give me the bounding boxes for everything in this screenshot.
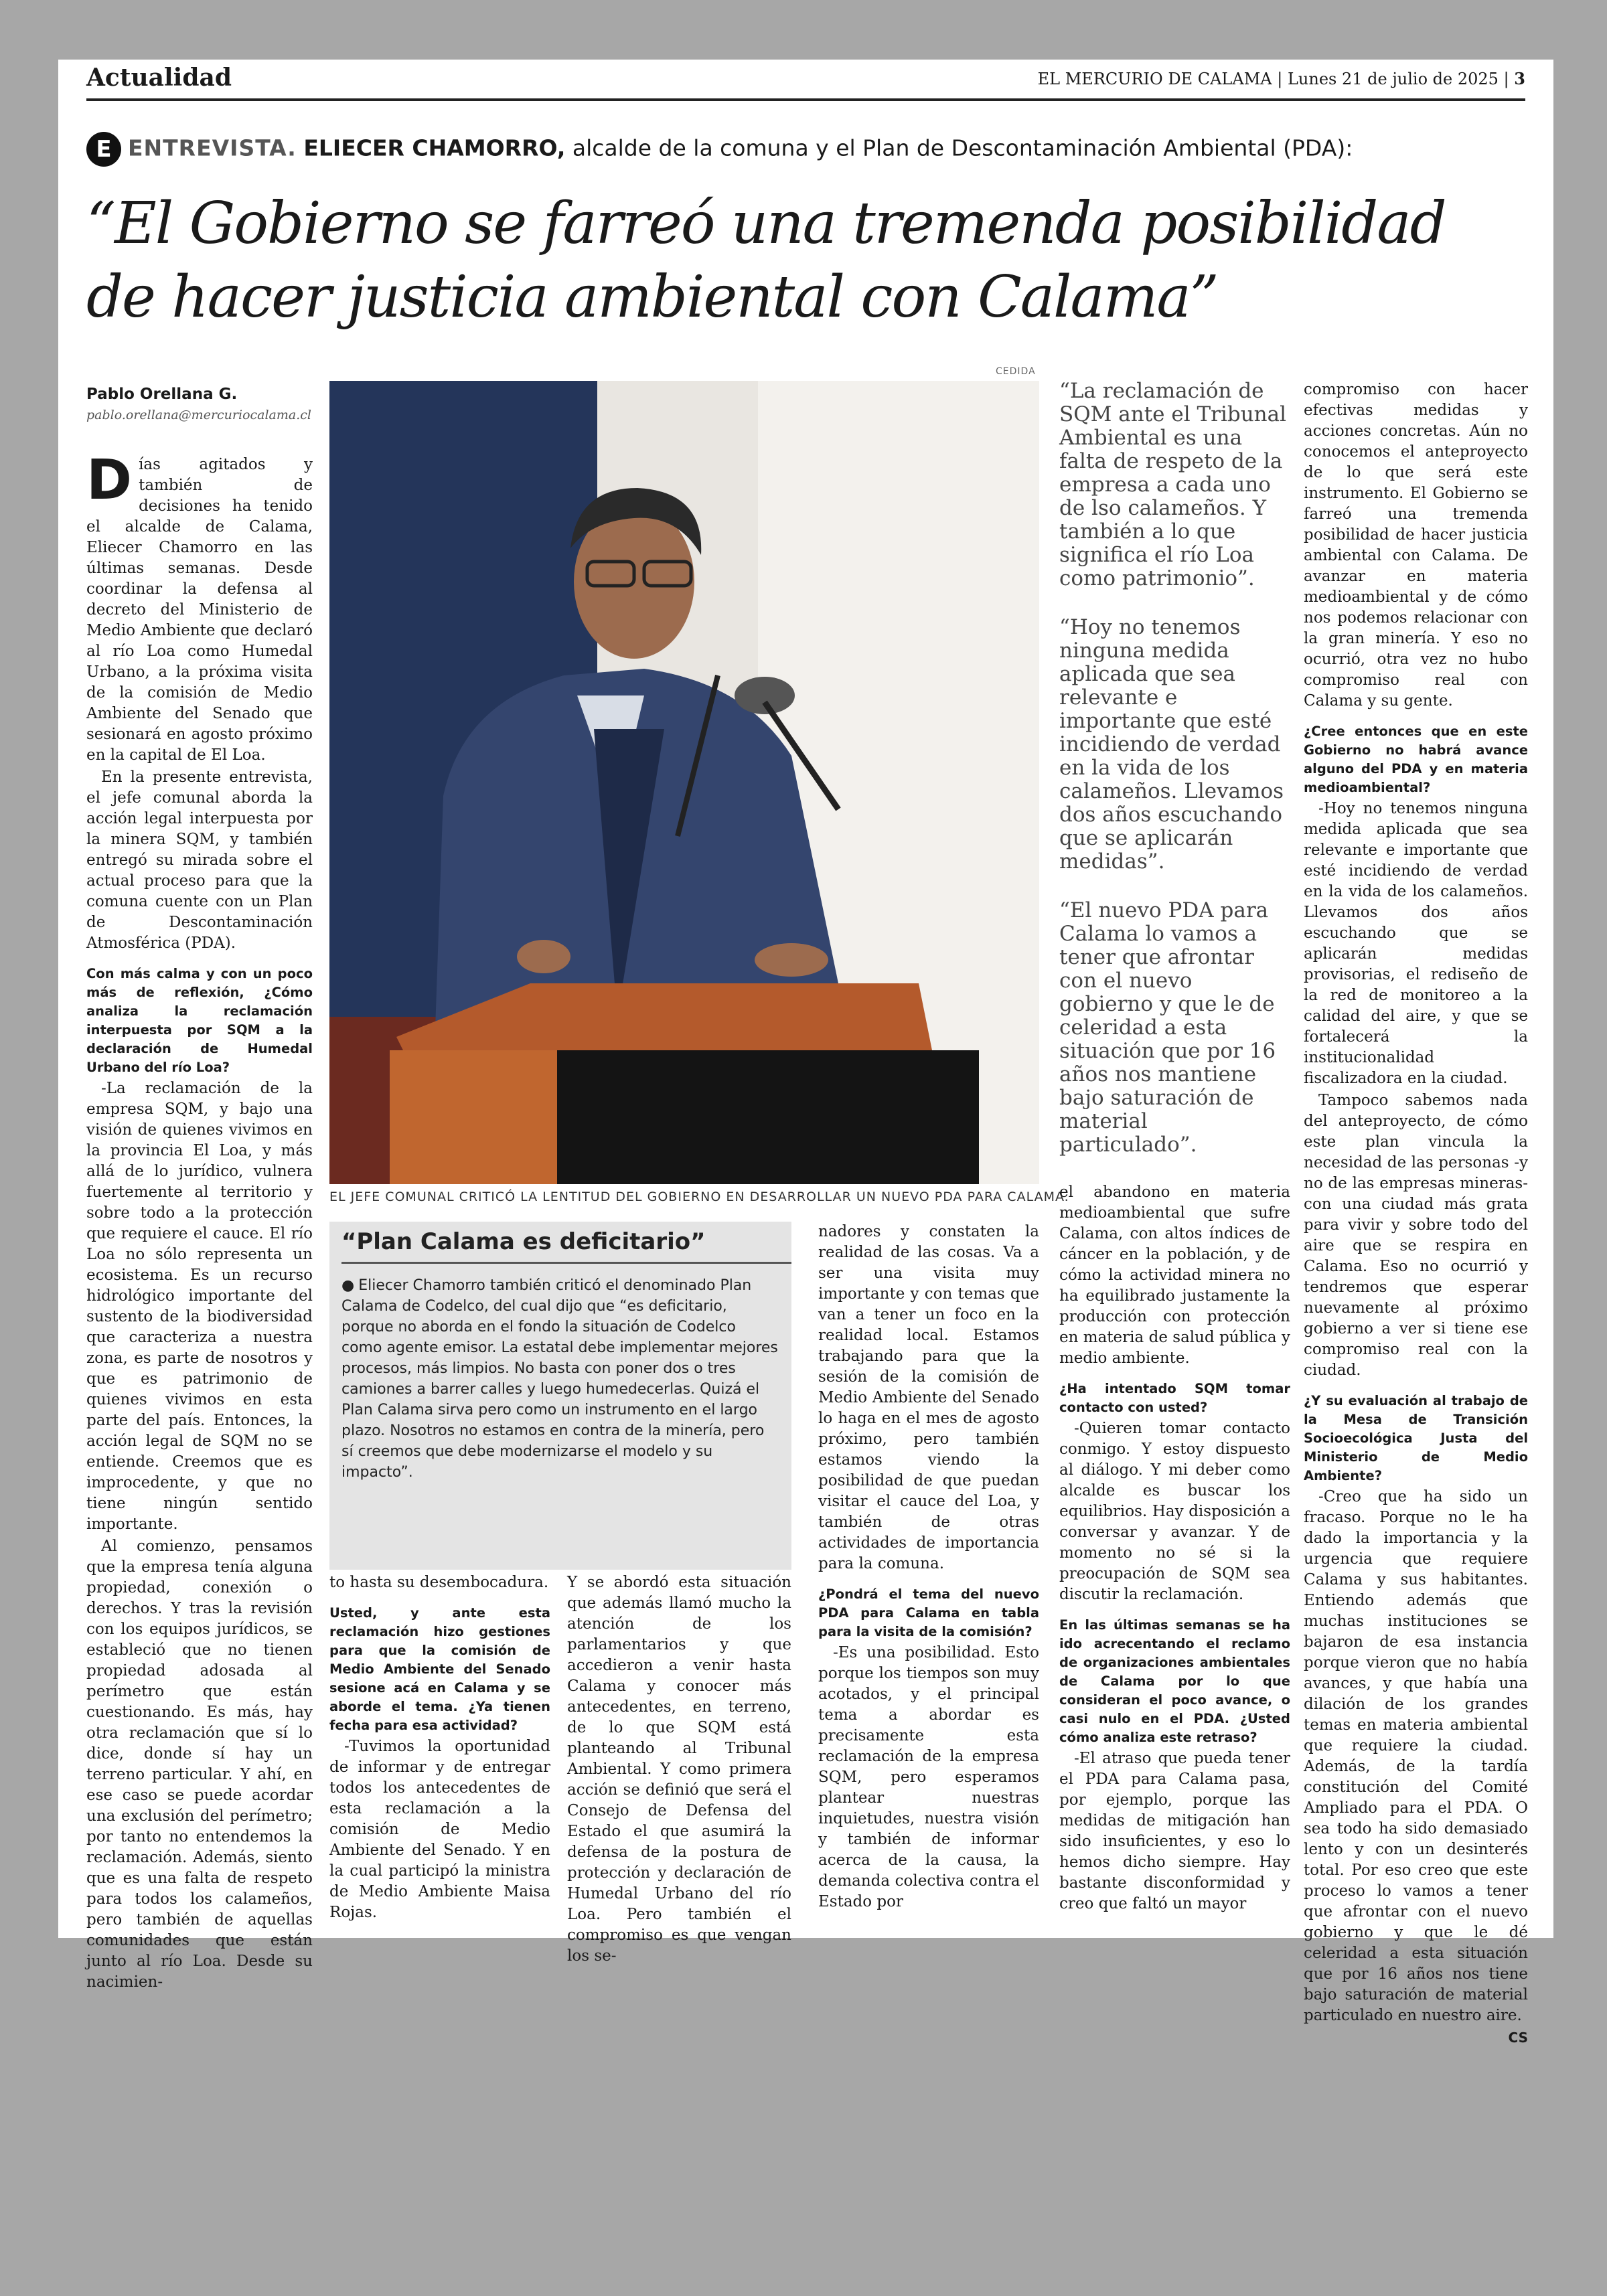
col6-p2: -Hoy no tenemos ninguna medida aplicada que sea relevante e importante que esté incidiendo de verdad en la vida de los calameños. Llevamos dos años escuchando que se aplicarán medidas provisorias, el rediseño de la red de monitoreo a la calidad del aire, y que se fortalecerá la institucionalidad fiscalizadora en la ciudad. xyxy=(1304,800,1528,1087)
article-column-6 xyxy=(1304,380,1528,2048)
col6-question-2: ¿Y su evaluación al trabajo de la Mesa de Transición Socioecológica Justa del Ministerio de Medio Ambiente? xyxy=(1304,1393,1528,1483)
kicker-label: ENTREVISTA. xyxy=(128,135,297,161)
masthead xyxy=(1038,69,1525,88)
photo-caption: EL JEFE COMUNAL CRITICÓ LA LENTITUD DEL GOBIERNO EN DESARROLLAR UN NUEVO PDA PARA CALAMA. xyxy=(329,1190,1069,1204)
kicker-name: ELIECER CHAMORRO, xyxy=(303,135,566,161)
kicker-row xyxy=(86,132,1525,172)
col1-p1: ías agitados y también de decisiones ha tenido el alcalde de Calama, Eliecer Chamorro en las últimas semanas. Desde coordinar la defensa al decreto del Ministerio de Medio Ambiente que declaró al río Loa como Humedal Urbano, a la próxima visita de la comisión de Medio Ambiente del Senado que sesionará en agosto próximo en la capital de El Loa. xyxy=(86,456,313,764)
sidebar-box xyxy=(329,1222,791,1570)
col2-question: Usted, y ante esta reclamación hizo gestiones para que la comisión de Medio Ambiente del Senado sesione acá en Calama y se aborde el tema. ¿Ya tienen fecha para esa actividad? xyxy=(329,1605,550,1733)
dropcap: D xyxy=(86,448,133,512)
col6-p4: -Creo que ha sido un fracaso. Porque no le ha dado la importancia y la urgencia que requiere Calama y sus habitantes. Entiendo además que muchas instituciones se bajaron de esa instancia porque vieron que no había avances, y que había una dilación de los grandes temas en materia ambiental que requiere la ciudad. Además, de la tardía constitución del Comité Ampliado para el PDA. O sea todo ha sido demasiado lento y con un desinterés total. Por eso creo que este proceso lo vamos a tener que afrontar con el nuevo gobierno y que le dé celeridad a esta situación que por 16 años nos tiene bajo saturación de material particulado en nuestro aire. xyxy=(1304,1488,1528,2024)
end-mark: CS xyxy=(1508,2030,1528,2046)
col1-p4: Al comienzo, pensamos que la empresa tenía alguna propiedad, conexión o derechos. Y tras la revisión con los equipos jurídicos, se estableció que no tienen propiedad adosada al perímetro que están cuestionando. Es más, hay otra reclamación que sí lo dice, donde sí hay un terreno particular. Y ahí, en ese caso se puede acordar una exclusión del perímetro; por tanto no entendemos la reclamación. Además, siento que es una falta de respeto para todos los calameños, pero también de aquellas comunidades que están junto al río Loa. Desde su nacimien- xyxy=(86,1538,313,1991)
pull-quote-3: “El nuevo PDA para Calama lo vamos a tener que afrontar con el nuevo gobierno y que le de celeridad a esta situación que por 16 años nos mantiene bajo saturación de material particulado”. xyxy=(1059,898,1276,1157)
headline-line2: de hacer justicia ambiental con Calama” xyxy=(86,264,1218,331)
byline-author: Pablo Orellana G. xyxy=(86,386,238,403)
col1-question: Con más calma y con un poco más de reflexión, ¿Cómo analiza la reclamación interpuesta por SQM a la declaración de Humedal Urbano del río Loa? xyxy=(86,966,313,1075)
headline-line1: “El Gobierno se farreó una tremenda posibilidad xyxy=(86,190,1446,257)
col5-p1: el abandono en materia medioambiental que sufre Calama, con altos índices de cáncer en la población, y de cómo la actividad minera no ha equilibrado justamente la producción con protección en materia de salud pública y medio ambiente. xyxy=(1059,1183,1290,1367)
photo-credit: CEDIDA xyxy=(996,366,1036,377)
col1-p2: En la presente entrevista, el jefe comunal aborda la acción legal interpuesta por la minera SQM, y también entregó su mirada sobre el actual proceso para que la comuna cuente con un Plan de Descontaminación Atmosférica (PDA). xyxy=(86,768,313,952)
speaker-illustration-icon xyxy=(329,381,1039,1184)
sidebar-box-title: “Plan Calama es deficitario” xyxy=(341,1228,791,1264)
header-rule xyxy=(86,98,1525,101)
col6-p1: compromiso con hacer efectivas medidas y acciones concretas. Aún no conocemos el anteproyecto de lo que será este instrumento. El Gobierno se farreó una tremenda posibilidad de hacer justicia ambiental con Calama. De avanzar en materia medioambiental y de cómo nos podemos relacionar con la gran minería. Y eso no ocurrió, otra vez no hubo compromiso real con Calama y su gente. xyxy=(1304,381,1528,710)
col6-question-1: ¿Cree entonces que en este Gobierno no habrá avance alguno del PDA y en materia medioambiental? xyxy=(1304,724,1528,795)
headline xyxy=(86,187,1526,334)
kicker-rest: alcalde de la comuna y el Plan de Descontaminación Ambiental (PDA): xyxy=(565,135,1353,161)
article-photo xyxy=(329,381,1039,1184)
pull-quote-2: “Hoy no tenemos ninguna medida aplicada que sea relevante e importante que esté incidiendo de verdad en la vida de los calameños. Llevamos dos años escuchando que se aplicarán medidas”. xyxy=(1059,615,1284,874)
col5-question-1: ¿Ha intentado SQM tomar contacto con usted? xyxy=(1059,1381,1290,1415)
col5-question-2: En las últimas semanas se ha ido acrecentando el reclamo de organizaciones ambientales de Calama por lo que consideran el poco avance, o casi nulo en el PDA. ¿Usted cómo analiza este retraso? xyxy=(1059,1617,1290,1745)
article-column-3 xyxy=(567,1572,791,1968)
sidebar-box-body xyxy=(341,1275,779,1483)
col2-p1: to hasta su desembocadura. xyxy=(329,1574,549,1591)
byline-email: pablo.orellana@mercuriocalama.cl xyxy=(86,408,311,422)
section-title: Actualidad xyxy=(86,64,232,92)
masthead-date: | Lunes 21 de julio de 2025 | xyxy=(1277,70,1509,88)
masthead-paper: EL MERCURIO DE CALAMA xyxy=(1037,70,1272,88)
page-number: 3 xyxy=(1514,69,1525,88)
col1-p3: -La reclamación de la empresa SQM, y bajo una visión de quienes vivimos en la provincia El Loa, y más allá de lo jurídico, vulnera fuertemente al territorio y sobre todo a la protección que requiere el cauce. El río Loa no sólo representa un ecosistema. Es un recurso hidrológico importante del sustento de la biodiversidad que caracteriza a nuestra zona, es parte de nosotros y que es patrimonio de quienes vivimos en esta parte del país. Entonces, la acción legal de SQM no se entiende. Creemos que es improcedente, y que no tiene ningún sentido importante. xyxy=(86,1080,313,1533)
col5-p2: -Quieren tomar contacto conmigo. Y estoy dispuesto al diálogo. Y mi deber como alcalde es buscar los equilibrios. Hay disposición a conversar y avanzar. Y de momento no sé si la preocupación de SQM sea discutir la reclamación. xyxy=(1059,1420,1290,1603)
col4-question: ¿Pondrá el tema del nuevo PDA para Calama en tabla para la visita de la comisión? xyxy=(818,1586,1039,1639)
sidebar-box-text: Eliecer Chamorro también criticó el denominado Plan Calama de Codelco, del cual dijo que “es deficitario, porque no aborda en el fondo la situación de Codelco como agente emisor. La estatal debe implementar mejores procesos, más limpios. No basta con poner dos o tres camiones a barrer calles y luego humedecerlas. Quizá el Plan Calama sirva pero como un instrumento en el largo plazo. Nosotros no estamos en contra de la minería, pero sí creemos que debe modernizarse el modelo y su impacto”. xyxy=(341,1277,778,1481)
col4-p1: nadores y constaten la realidad de las cosas. Va a ser una visita muy importante y con temas que van a tener un foco en la realidad local. Estamos trabajando para que la sesión de la comisión de Medio Ambiente del Senado lo haga en el mes de agosto próximo, pero también estamos viendo la posibilidad de que puedan visitar el cauce del Loa, y también de otras actividades de importancia para la comuna. xyxy=(818,1223,1039,1572)
article-column-2 xyxy=(329,1572,550,1924)
col4-p2: -Es una posibilidad. Esto porque los tiempos son muy acotados, y el principal tema a abordar es precisamente esta reclamación de la empresa SQM, pero esperamos plantear nuestras inquietudes, nuestra visión y también de informar acerca de la causa, la demanda colectiva contra el Estado por xyxy=(818,1644,1039,1910)
bullet-dot-icon: ● xyxy=(341,1277,355,1294)
col3-p1: Y se abordó esta situación que además llamó mucho la atención de los parlamentarios y que accedieron a venir hasta Calama y conocer más antecedentes, en terreno, de lo que SQM está planteando al Tribunal Ambiental. Y como primera acción se definió que será el Consejo de Defensa del Estado el que asumirá la defensa de la postura de protección y declaración de Humedal Urbano del río Loa. Pero también el compromiso es que vengan los se- xyxy=(567,1574,791,1965)
article-column-1 xyxy=(86,448,313,1994)
article-column-4 xyxy=(818,1222,1039,1914)
article-column-5 xyxy=(1059,380,1290,1916)
col6-p3: Tampoco sabemos nada del anteproyecto, de cómo este plan vincula la necesidad de las personas -y no de las empresas mineras- con una ciudad más grata para vivir y sobre todo del aire que se respira en Calama. Eso no ocurrió y tendremos que esperar nuevamente al próximo gobierno a ver si tiene ese compromiso real con la ciudad. xyxy=(1304,1092,1528,1379)
col5-p3: -El atraso que pueda tener el PDA para Calama pasa, por ejemplo, porque las medidas de mitigación han sido insuficientes, y eso lo hemos dicho siempre. Hay bastante disconformidad y creo que faltó un mayor xyxy=(1059,1750,1290,1912)
e-badge-icon: E xyxy=(86,132,121,167)
newspaper-page xyxy=(58,60,1553,2046)
pull-quote-1: “La reclamación de SQM ante el Tribunal Ambiental es una falta de respeto de la empresa a cada uno de lso calameños. Y también a lo que significa el río Loa como patrimonio”. xyxy=(1059,379,1287,590)
col2-p2: -Tuvimos la oportunidad de informar y de entregar todos los antecedentes de esta reclamación a la comisión de Medio Ambiente del Senado. Y en la cual participó la ministra de Medio Ambiente Maisa Rojas. xyxy=(329,1738,550,1921)
